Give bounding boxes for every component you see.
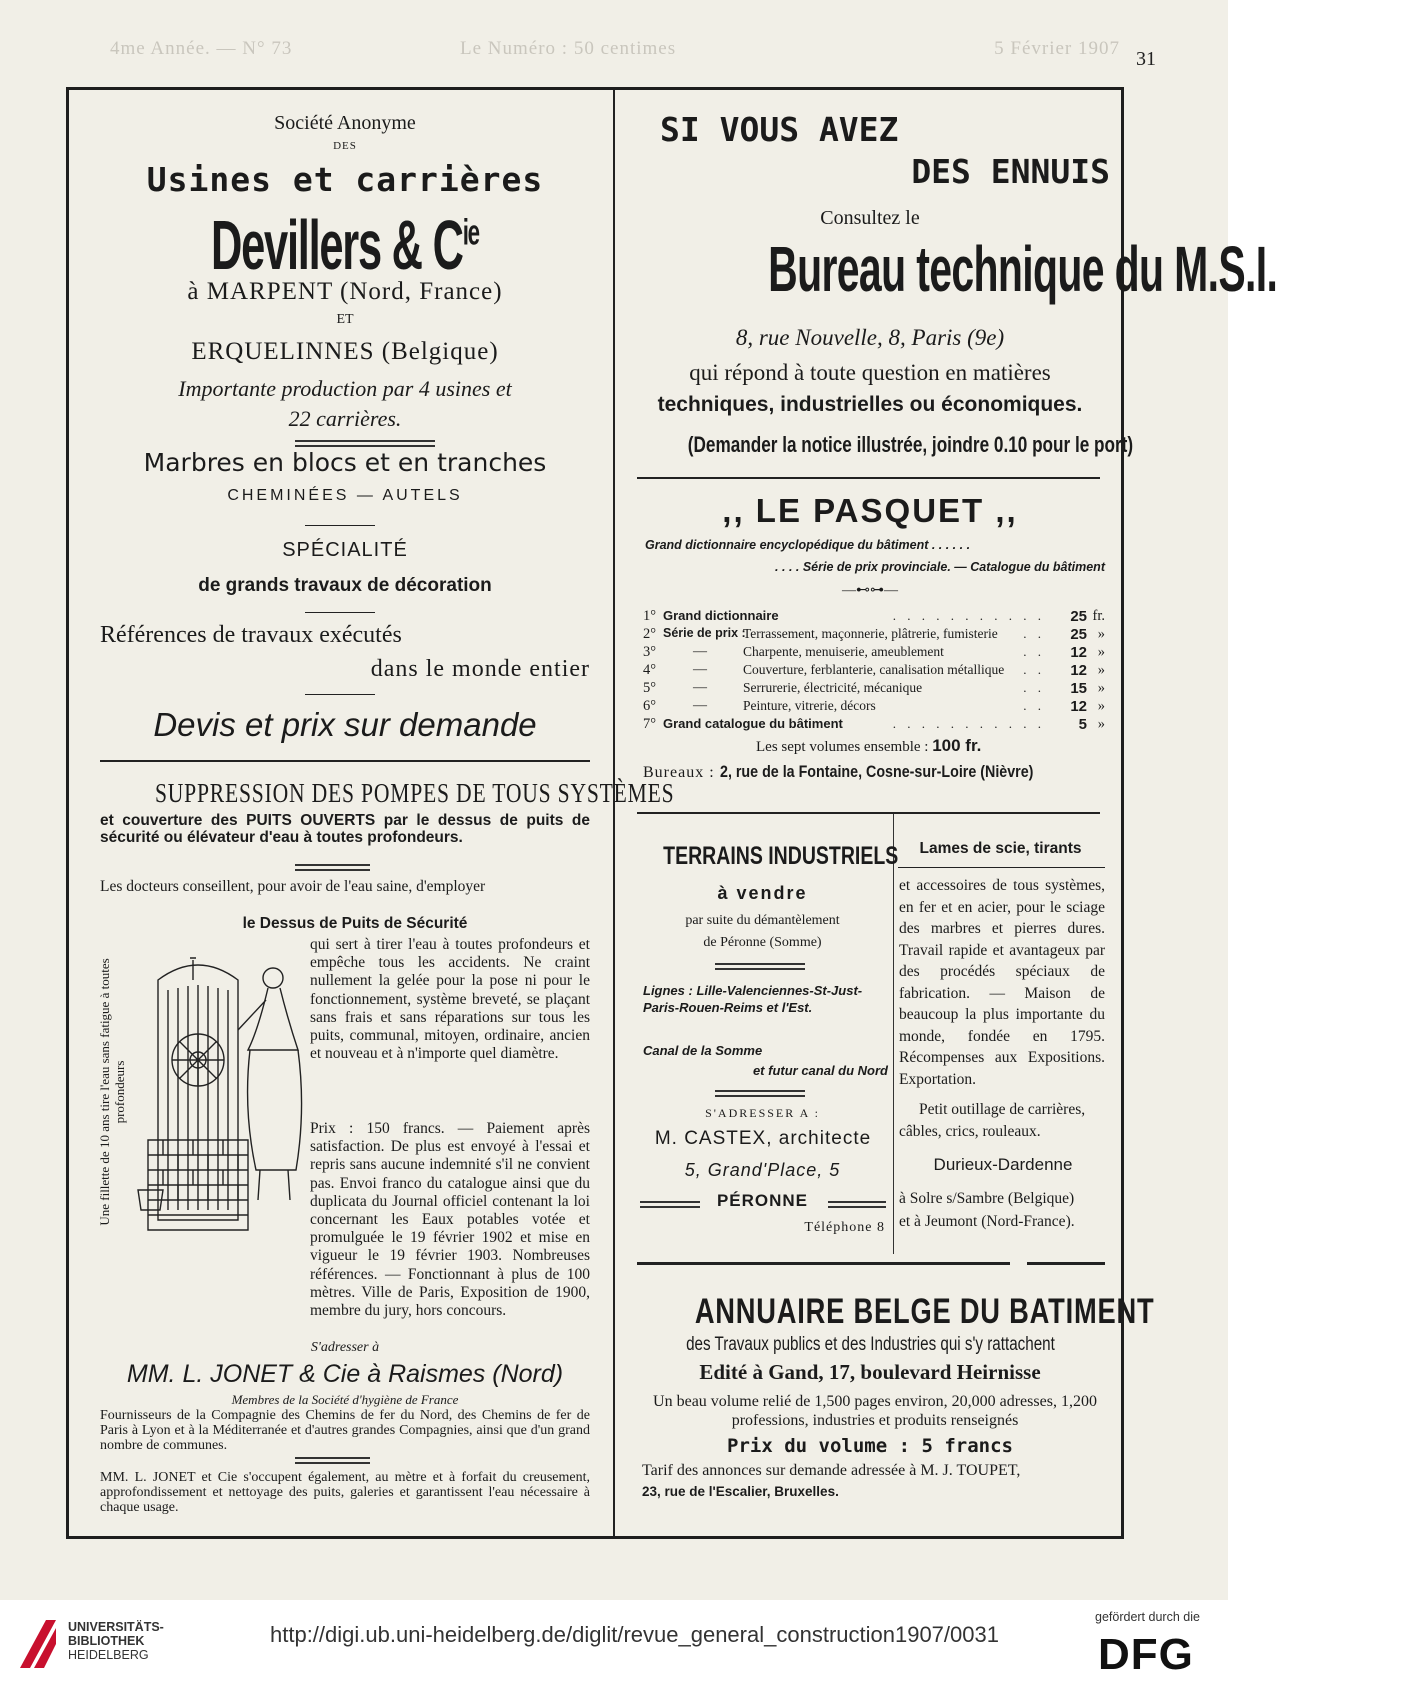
column-divider [613, 90, 615, 1536]
lames-title: Lames de scie, tirants [919, 840, 1082, 857]
pasquet-row-price: 12 [1070, 644, 1087, 661]
jonet-membres: Membres de la Société d'hygiène de France [231, 1392, 459, 1407]
divider [637, 812, 1100, 814]
jonet-name: MM. L. JONET & Cie à Raismes (Nord) [126, 1360, 564, 1388]
terrains-de: de Péronne (Somme) [703, 935, 822, 950]
devillers-production: Importante production par 4 usines et [178, 376, 512, 401]
pasquet-row-description: Terrassement, maçonnerie, plâtrerie, fumisterie [743, 626, 998, 641]
pasquet-row-price: 5 [1078, 716, 1087, 733]
bureau-repond: qui répond à toute question en matières [689, 360, 1051, 385]
pasquet-ensemble-label: Les sept volumes ensemble : [756, 739, 929, 755]
pasquet-row-unit: » [1097, 698, 1105, 714]
pasquet-row-number: 2° [643, 626, 657, 642]
lames-solre: à Solre s/Sambre (Belgique) [899, 1190, 1075, 1207]
divider [640, 1201, 700, 1208]
leader-dots: . . [1023, 680, 1045, 695]
pasquet-row-number: 5° [643, 680, 657, 696]
pasquet-row-label: — [693, 698, 707, 713]
pasquet-row-label: — [693, 644, 707, 659]
bureau-si-vous: SI VOUS AVEZ [660, 110, 899, 149]
gefoerdert-label: gefördert durch die [1095, 1610, 1200, 1624]
jonet-prix: Prix : 150 francs. — Paiement après satisfaction. De plus est envoyé à l'essai et repris sans aucune indemnité s'il ne convient pas. Envoi franco du catalogue ainsi que du duplicata du Journal officiel contenant la loi concernant les Eaux potables votée et promulguée le 19 février 1902 et mise en vigueur le 19 février 1903. Nombreuses références. — Fonctionnant à plus de 100 mètres. Ville de Paris, Exposition de 1900, membre du jury, hors concours. [310, 1120, 590, 1320]
pasquet-row-number: 1° [643, 608, 657, 624]
pasquet-row-unit: fr. [1092, 608, 1105, 624]
pasquet-row [643, 698, 1105, 716]
devillers-name: Devillers & $C^{ie}$ [211, 206, 479, 284]
leader-dots: . . [1023, 698, 1045, 713]
divider [715, 963, 805, 970]
devillers-specialite: SPÉCIALITÉ [282, 539, 408, 561]
devillers-name-block [100, 205, 590, 285]
terrains-title: TERRAINS INDUSTRIELS [663, 842, 899, 870]
lames-body: et accessoires de tous systèmes, en fer et en acier, pour le sciage des marbres et pierres dures. Travail rapide et avantageux par des procédés spéciaux de fabrication. — Maison de beaucoup la plus importante du monde, fondée en 1795. Récompenses aux Expositions. Exportation. [899, 877, 1105, 1088]
terrains-castex: M. CASTEX, architecte [654, 1128, 872, 1149]
annuaire-sub: des Travaux publics et des Industries qui s'y rattachent [685, 1334, 1055, 1355]
pasquet-row-label: Grand catalogue du bâtiment [663, 716, 843, 731]
pasquet-row-label: — [693, 662, 707, 677]
divider [305, 525, 375, 526]
pasquet-row-unit: » [1097, 716, 1105, 732]
pasquet-row-unit: » [1097, 680, 1105, 696]
pasquet-ornament: —⊷⊶— [842, 583, 898, 598]
lames-petit: Petit outillage de carrières, câbles, crics, rouleaux. [899, 1101, 1086, 1140]
jonet-headline-block [90, 778, 675, 808]
pasquet-row-label: Série de prix : [663, 626, 746, 640]
jonet-docteurs: Les docteurs conseillent, pour avoir de l'eau saine, d'employer [100, 878, 486, 895]
divider [1027, 1262, 1105, 1265]
devillers-cheminees: CHEMINÉES — AUTELS [227, 487, 463, 504]
pasquet-row [643, 662, 1105, 680]
divider [715, 1090, 805, 1097]
terrains-suite: par suite du démantèlement [685, 913, 840, 928]
university-logo-icon [16, 1614, 60, 1672]
pasquet-ensemble-price: 100 fr. [932, 736, 982, 755]
pasquet-row [643, 644, 1105, 662]
logo-line-2: BIBLIOTHEK [68, 1634, 145, 1648]
annuaire-sub-block [630, 1334, 1110, 1358]
devillers-grands-travaux: de grands travaux de décoration [198, 575, 492, 596]
lames-durieux: Durieux-Dardenne [933, 1155, 1073, 1174]
page-number: 31 [1136, 48, 1156, 70]
devillers-et: ET [336, 312, 354, 327]
dfg-logo: DFG [1098, 1630, 1194, 1679]
divider [295, 440, 435, 447]
devillers-usines: Usines et carrières [146, 160, 544, 199]
divider [637, 1262, 1010, 1265]
jonet-body: qui sert à tirer l'eau à toutes profondeurs et empêche tous les accidents. Ne craint nullement la gelée pour la pose ni pour le fonctionnement, système breveté, se plaçant sans frais et sans réparations sur tous les puits, communal, mitoyen, ordinaire, ancien et nouveau et à n'importe quel diamètre. [310, 936, 590, 1063]
pasquet-row-description: Serrurerie, électricité, mécanique [743, 680, 923, 695]
pasquet-bureaux-label: Bureaux : [643, 764, 715, 781]
terrains-lignes: Lignes : Lille-Valenciennes-St-Just-Paris-Rouen-Reims et l'Est. [643, 983, 863, 1015]
divider [637, 477, 1100, 479]
divider [898, 867, 1105, 868]
devillers-des: DES [333, 140, 357, 152]
divider [295, 864, 370, 871]
bureau-ennuis: DES ENNUIS [911, 152, 1110, 191]
header-prix: Le Numéro : 50 centimes [460, 38, 677, 59]
pasquet-ensemble [756, 736, 981, 756]
annuaire-prix: Prix du volume : 5 francs [727, 1435, 1013, 1457]
pasquet-bureaux [643, 762, 1105, 782]
bureau-notice-block [625, 432, 1134, 462]
terrains-canal: Canal de la Somme [643, 1043, 763, 1058]
pasquet-row-price: 12 [1070, 698, 1087, 715]
pasquet-row-description: Peinture, vitrerie, décors [743, 698, 876, 713]
devillers-monde: dans le monde entier [370, 656, 590, 682]
devillers-production-2: 22 carrières. [288, 406, 402, 431]
leader-dots: . . [1023, 626, 1045, 641]
jonet-fournisseurs: Fournisseurs de la Compagnie des Chemins de fer du Nord, des Chemins de fer de Paris à Lyon et à la Méditerranée et d'autres grandes Compagnies, ainsi que d'un grand nombre de communes. [100, 1408, 590, 1453]
annuaire-volume: Un beau volume relié de 1,500 pages environ, 20,000 adresses, 1,200 professions, industries et produits renseignés [653, 1393, 1097, 1429]
annuaire-rue: 23, rue de l'Escalier, Bruxelles. [642, 1484, 839, 1499]
pasquet-row-number: 3° [643, 644, 657, 660]
annuaire-title: ANNUAIRE BELGE DU BATIMENT [694, 1292, 1155, 1331]
jonet-forfait: MM. L. JONET et Cie s'occupent également, au mètre et à forfait du creusement, approfondissement et nettoyage des puits, galeries et garantissent l'eau nécessaire à chaque usage. [100, 1470, 590, 1515]
lames-jeumont: et à Jeumont (Nord-France). [899, 1213, 1075, 1230]
pasquet-sub1: Grand dictionnaire encyclopédique du bâtiment . . . . . . [645, 538, 971, 552]
pasquet-title: ,, LE PASQUET ,, [722, 492, 1018, 529]
logo-line-1: UNIVERSITÄTS- [68, 1620, 164, 1634]
jonet-suppression: SUPPRESSION DES POMPES DE TOUS SYSTÈMES [154, 778, 675, 808]
annuaire-edite: Edité à Gand, 17, boulevard Heirnisse [699, 1360, 1041, 1384]
pasquet-row-unit: » [1097, 626, 1105, 642]
university-logo-text [68, 1620, 164, 1662]
bureau-name-block [625, 232, 1278, 316]
permalink-url[interactable]: http://digi.ub.uni-heidelberg.de/diglit/revue_general_construction1907/0031 [270, 1622, 999, 1647]
well-drawing [138, 940, 308, 1240]
pasquet-row [643, 626, 1105, 644]
pasquet-row-number: 7° [643, 716, 657, 732]
devillers-devis: Devis et prix sur demande [153, 706, 537, 743]
terrains-vendre: à vendre [717, 883, 808, 903]
pasquet-row-unit: » [1097, 644, 1105, 660]
leader-dots: . . . . . . . . . . . [892, 608, 1045, 623]
pasquet-row-number: 6° [643, 698, 657, 714]
annuaire-title-block [630, 1292, 1155, 1332]
divider [295, 1457, 370, 1464]
pasquet-row-price: 25 [1070, 608, 1087, 625]
terrains-adresser: S'ADRESSER A : [705, 1106, 820, 1120]
terrains-peronne: PÉRONNE [716, 1191, 809, 1210]
well-caption: Une fillette de 10 ans tire l'eau sans fatigue à toutes profondeurs [97, 958, 127, 1226]
bureau-consultez: Consultez le [820, 207, 920, 229]
pasquet-row-unit: » [1097, 662, 1105, 678]
leader-dots: . . . . . . . . . . . [892, 716, 1045, 731]
bureau-techniques: techniques, industrielles ou économiques. [657, 393, 1083, 416]
pasquet-sub2: . . . . Série de prix provinciale. — Catalogue du bâtiment [775, 560, 1105, 574]
devillers-societe: Société Anonyme [274, 112, 416, 134]
terrains-telephone: Téléphone 8 [804, 1220, 885, 1235]
well-illustration [98, 940, 308, 1250]
devillers-references: Références de travaux exécutés [100, 622, 402, 648]
bureau-notice: (Demander la notice illustrée, joindre 0.10 pour le port) [687, 432, 1134, 457]
pasquet-row-number: 4° [643, 662, 657, 678]
pasquet-row-description: Charpente, menuiserie, ameublement [743, 644, 944, 659]
logo-line-3: HEIDELBERG [68, 1648, 149, 1662]
divider [828, 1201, 886, 1208]
viewer-footer [0, 1600, 1228, 1689]
annuaire-tarif: Tarif des annonces sur demande adressée à M. J. TOUPET, [642, 1462, 1021, 1479]
column-divider-small [893, 814, 894, 1254]
terrains-title-block [630, 842, 899, 872]
leader-dots: . . [1023, 662, 1045, 677]
pasquet-row-description: Couverture, ferblanterie, canalisation métallique [743, 662, 1005, 677]
header-date: 5 Février 1907 [994, 38, 1120, 59]
jonet-couverture: et couverture des PUITS OUVERTS par le dessus de puits de sécurité ou élévateur d'eau à toutes profondeurs. [100, 812, 590, 846]
pasquet-row-label: Grand dictionnaire [663, 608, 779, 623]
pasquet-price-table [643, 608, 1105, 738]
pasquet-row [643, 680, 1105, 698]
jonet-dessus-title: le Dessus de Puits de Sécurité [242, 915, 468, 932]
pasquet-row-price: 12 [1070, 662, 1087, 679]
devillers-marpent: à MARPENT (Nord, France) [187, 278, 503, 305]
terrains-grand-place: 5, Grand'Place, 5 [684, 1160, 841, 1180]
header-annee: 4me Année. — N° 73 [110, 38, 293, 59]
jonet-adresser: S'adresser à [310, 1340, 380, 1355]
terrains-canal2: et futur canal du Nord [752, 1063, 888, 1078]
bureau-name: Bureau technique du M.S.I. [768, 233, 1278, 305]
divider [305, 612, 375, 613]
pasquet-row [643, 608, 1105, 626]
pasquet-row [643, 716, 1105, 734]
bureau-adresse: 8, rue Nouvelle, 8, Paris (9e) [735, 325, 1005, 350]
leader-dots: . . [1023, 644, 1045, 659]
jonet-prix-text [310, 1120, 590, 1320]
pasquet-row-price: 15 [1070, 680, 1087, 697]
pasquet-bureaux-address: 2, rue de la Fontaine, Cosne-sur-Loire (Nièvre) [719, 762, 1034, 781]
devillers-marbres: Marbres en blocs et en tranches [143, 448, 547, 477]
divider [305, 694, 375, 695]
devillers-erquelinnes: ERQUELINNES (Belgique) [191, 338, 499, 365]
divider [100, 760, 590, 762]
running-header [110, 38, 1120, 60]
pasquet-row-label: — [693, 680, 707, 695]
pasquet-row-price: 25 [1070, 626, 1087, 643]
